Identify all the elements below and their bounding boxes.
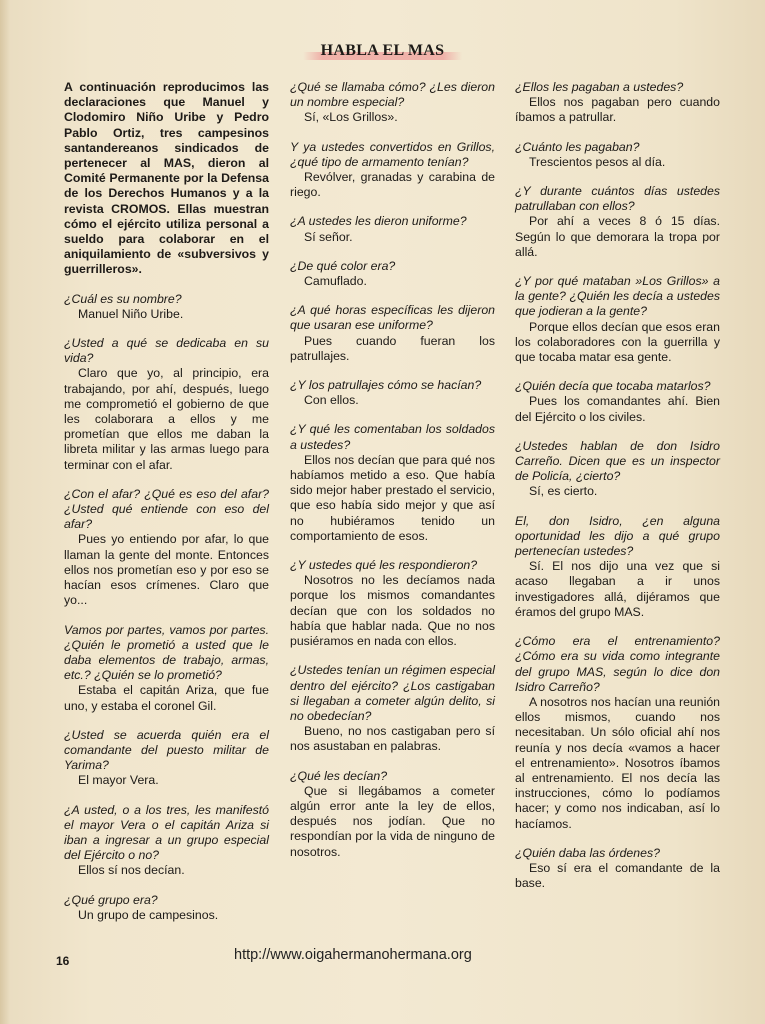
answer-text: Nosotros no les decíamos nada porque los mismos comandantes decían que con los soldados no había que hablar nada. Que no nos pusiéramos en nada con ellos. bbox=[290, 573, 495, 649]
qa-block bbox=[64, 728, 269, 789]
question-text: Y ya ustedes convertidos en Grillos, ¿qué tipo de armamento tenían? bbox=[290, 139, 495, 169]
question-text: ¿A usted, o a los tres, les manifestó el mayor Vera o el capitán Ariza si iban a ingresar a un grupo especial del Ejército o no? bbox=[64, 802, 269, 863]
qa-block bbox=[64, 292, 269, 322]
question-text: ¿Quién decía que tocaba matarlos? bbox=[515, 379, 711, 394]
question-text: ¿Usted se acuerda quién era el comandante del puesto militar de Yarima? bbox=[64, 727, 269, 773]
answer-text: Sí. El nos dijo una vez que si acaso llegaban a ir unos investigadores allá, dijéramos que éramos del grupo MAS. bbox=[515, 559, 720, 619]
answer-text: El mayor Vera. bbox=[78, 773, 159, 788]
question-text: ¿Con el afar? ¿Qué es eso del afar? ¿Usted qué entiende con eso del afar? bbox=[64, 486, 269, 532]
answer-text: Por ahí a veces 8 ó 15 días. Según lo que demorara la tropa por allá. bbox=[515, 214, 720, 259]
answer-text: Pues cuando fueran los patrullajes. bbox=[290, 333, 495, 363]
column-2-qa bbox=[290, 80, 495, 860]
answer-text: Ellos nos decían que para qué nos habíamos metido a eso. Que había sido mejor haber prestado el servicio, que eso había sido mejor y que así no hubiéramos tenido un comportamiento de esos. bbox=[290, 452, 495, 543]
question-text: Vamos por partes, vamos por partes. ¿Quién le prometió a usted que le daba elementos de trabajo, armas, etc.? ¿Quién se lo prometió? bbox=[64, 622, 269, 683]
qa-block bbox=[64, 336, 269, 473]
qa-block bbox=[515, 379, 720, 425]
qa-block bbox=[290, 378, 495, 408]
question-text: ¿Cuánto les pagaban? bbox=[515, 139, 640, 154]
qa-block bbox=[290, 80, 495, 126]
column-1-qa bbox=[64, 292, 269, 923]
question-text: ¿Ustedes hablan de don Isidro Carreño. Dicen que es un inspector de Policía, ¿cierto? bbox=[515, 438, 720, 484]
answer-text: Sí señor. bbox=[304, 229, 353, 244]
answer-text: Revólver, granadas y carabina de riego. bbox=[290, 170, 495, 200]
answer-text: Con ellos. bbox=[304, 393, 359, 408]
answer-text: Manuel Niño Uribe. bbox=[78, 306, 184, 321]
answer-text: Estaba el capitán Ariza, que fue uno, y estaba el coronel Gil. bbox=[64, 683, 269, 713]
answer-text: Eso sí era el comandante de la base. bbox=[515, 860, 720, 891]
question-text: ¿Y qué les comentaban los soldados a ustedes? bbox=[290, 422, 495, 452]
watermark-url: http://www.oigahermanohermana.org bbox=[234, 947, 472, 963]
article-title bbox=[0, 42, 765, 60]
qa-block bbox=[290, 558, 495, 649]
answer-text: Bueno, no nos castigaban pero sí nos asustaban en palabras. bbox=[290, 724, 495, 754]
qa-block bbox=[64, 893, 269, 923]
qa-block bbox=[290, 663, 495, 754]
qa-block bbox=[64, 487, 269, 609]
question-text: ¿Y los patrullajes cómo se hacían? bbox=[290, 378, 482, 393]
qa-block bbox=[515, 140, 720, 170]
question-text: ¿Y ustedes qué les respondieron? bbox=[290, 558, 478, 573]
answer-text: A nosotros nos hacían una reunión ellos mismos, cuando nos necesitaban. Un sólo oficial ahí nos reunía y nos decía «vamos a hacer el entrenamiento». Nosotros íbamos al entrenamiento. El nos decía las instrucciones, cómo lo podíamos hacer; y como nos indicaban, así lo hacíamos. bbox=[515, 694, 720, 831]
answer-text: Que si llegábamos a cometer algún error ante la ley de ellos, después nos jodían. Que no respondían por la vida de ninguno de nosotros. bbox=[290, 783, 495, 859]
question-text: ¿A ustedes les dieron uniforme? bbox=[290, 214, 467, 229]
qa-block bbox=[515, 80, 720, 126]
page-edge-shadow bbox=[0, 0, 10, 1024]
qa-block bbox=[515, 846, 720, 892]
answer-text: Claro que yo, al principio, era trabajando, por ahí, después, luego me comprometió el gobierno de que les colaborara a ellos y me prometían que ellos me daban la libreta militar y las armas luego para terminar con el afar. bbox=[64, 366, 269, 472]
question-text: ¿Cómo era el entrenamiento? ¿Cómo era su vida como integrante del grupo MAS, según lo dice don Isidro Carreño? bbox=[515, 634, 720, 694]
question-text: ¿De qué color era? bbox=[290, 258, 396, 273]
page-number: 16 bbox=[56, 954, 70, 968]
article-title-text: HABLA EL MAS bbox=[303, 42, 463, 60]
qa-block bbox=[515, 439, 720, 500]
answer-text: Sí, es cierto. bbox=[529, 484, 598, 499]
question-text: ¿A qué horas específicas les dijeron que usaran ese uniforme? bbox=[290, 303, 495, 333]
qa-block bbox=[515, 514, 720, 620]
question-text: ¿Y por qué mataban »Los Grillos» a la gente? ¿Quién les decía a ustedes que jodieran a la gente? bbox=[515, 274, 720, 319]
answer-text: Ellos sí nos decían. bbox=[78, 863, 185, 878]
question-text: ¿Usted a qué se dedicaba en su vida? bbox=[64, 336, 269, 366]
question-text: ¿Qué se llamaba cómo? ¿Les dieron un nombre especial? bbox=[290, 80, 495, 110]
answer-text: Sí, «Los Grillos». bbox=[304, 110, 398, 125]
qa-block bbox=[290, 303, 495, 364]
column-1 bbox=[64, 80, 269, 937]
answer-text: Porque ellos decían que esos eran los colaboradores con la guerrilla y que tocaba matar esa gente. bbox=[515, 319, 720, 365]
question-text: ¿Ellos les pagaban a ustedes? bbox=[515, 80, 684, 94]
answer-text: Pues yo entiendo por afar, lo que llaman la gente del monte. Entonces ellos nos prometían eso y por eso se hacían esos crímenes. Claro que yo... bbox=[64, 532, 269, 608]
qa-block bbox=[64, 623, 269, 714]
answer-text: Un grupo de campesinos. bbox=[78, 907, 219, 922]
question-text: ¿Ustedes tenían un régimen especial dentro del ejército? ¿Los castigaban si llegaban a cometer algún delito, si no obedecían? bbox=[290, 663, 495, 723]
question-text: ¿Y durante cuántos días ustedes patrullaban con ellos? bbox=[515, 184, 720, 214]
answer-text: Camuflado. bbox=[304, 274, 367, 289]
qa-block bbox=[290, 259, 495, 289]
answer-text: Trescientos pesos al día. bbox=[529, 154, 666, 169]
qa-block bbox=[290, 140, 495, 201]
qa-block bbox=[64, 803, 269, 879]
answer-text: Ellos nos pagaban pero cuando íbamos a patrullar. bbox=[515, 95, 720, 125]
qa-block bbox=[515, 184, 720, 260]
question-text: ¿Qué les decían? bbox=[290, 768, 388, 783]
question-text: ¿Quién daba las órdenes? bbox=[515, 845, 660, 860]
column-3-qa bbox=[515, 80, 720, 891]
qa-block bbox=[290, 422, 495, 544]
qa-block bbox=[290, 769, 495, 860]
qa-block bbox=[515, 274, 720, 365]
qa-block bbox=[515, 634, 720, 832]
question-text: ¿Qué grupo era? bbox=[64, 892, 158, 907]
column-3 bbox=[515, 80, 720, 905]
question-text: ¿Cuál es su nombre? bbox=[64, 291, 182, 306]
column-2 bbox=[290, 80, 495, 874]
answer-text: Pues los comandantes ahí. Bien del Ejército o los civiles. bbox=[515, 394, 720, 424]
question-text: El, don Isidro, ¿en alguna oportunidad les dijo a qué grupo pertenecían ustedes? bbox=[515, 513, 720, 559]
qa-block bbox=[290, 214, 495, 244]
intro-paragraph: A continuación reproducimos las declaraciones que Manuel y Clodomiro Niño Uribe y Pedro Pablo Ortiz, tres campesinos santandereanos sindicados de pertenecer al MAS, dieron al Comité Permanente por la Defensa de los Derechos Humanos y a la revista CROMOS. Ellas muestran cómo el ejército utiliza personal a sueldo para colaborar en el aniquilamiento de «subversivos y guerrilleros». bbox=[64, 80, 269, 277]
